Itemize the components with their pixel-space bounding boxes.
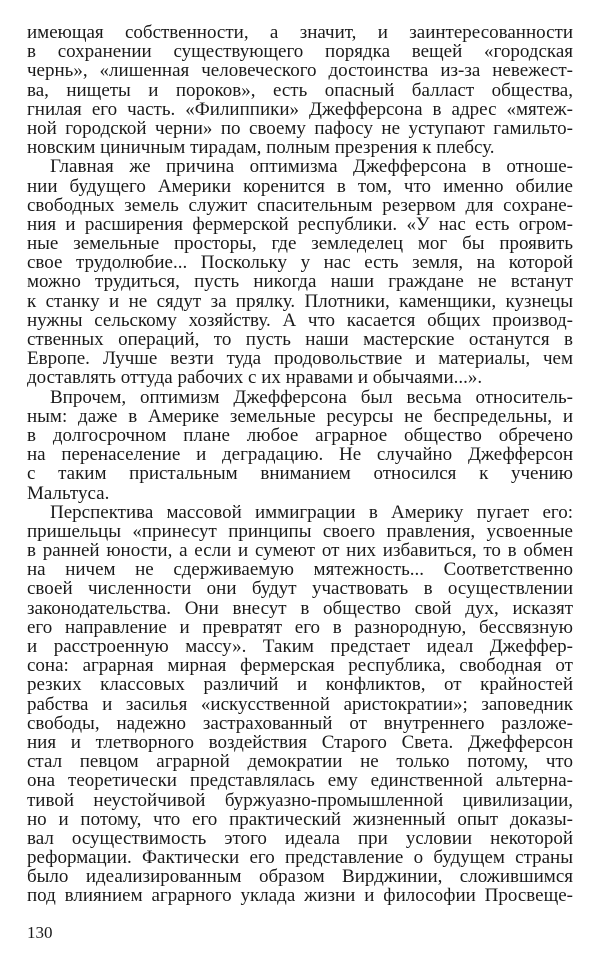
text-line: но и потому, что его практический жизненный опыт доказы- [27, 808, 573, 830]
text-line: тивой неустойчивой буржуазно-промышленной цивилизации, [27, 789, 573, 811]
text-line: Мальтуса. [27, 482, 110, 504]
text-line: можно трудиться, пусть никогда наши граждане не встанут [27, 271, 573, 293]
text-line: резких классовых различий и конфликтов, от крайностей [27, 674, 573, 696]
text-line: в сохранении существующего порядка вещей «городская [27, 41, 573, 63]
text-line: его направление и превратят его в разнородную, бессвязную [27, 616, 573, 638]
text-line: рабства и засилья «искусственной аристократии»; заповедник [27, 693, 573, 715]
paragraph [27, 388, 573, 503]
text-line: ственных операций, то пусть наши мастерские останутся в [27, 329, 573, 350]
text-line: в долгосрочном плане любое аграрное общество обречено [27, 424, 573, 446]
text-line: свое трудолюбие... Поскольку у нас есть земля, на которой [27, 252, 573, 274]
text-line: законодательства. Они внесут в общество свой дух, исказят [27, 597, 573, 619]
text-line: своей численности они будут участвовать в осуществлении [27, 578, 573, 600]
text-line: ным: даже в Америке земельные ресурсы не беспредельны, и [27, 405, 573, 427]
text-line: пришельцы «принесут принципы своего правления, усвоенные [27, 520, 573, 542]
paragraph [27, 157, 573, 387]
text-line: ные земельные просторы, где земледелец мог бы проявить [27, 233, 573, 255]
text-line: нии будущего Америки коренится в том, что именно обилие [27, 175, 573, 197]
text-line: ва, нищеты и пороков», есть опасный балласт общества, [27, 79, 573, 101]
text-line: под влиянием аграрного уклада жизни и философии Просвеще- [27, 885, 573, 907]
text-line: свободных земель служит спасительным резервом для сохране- [27, 194, 573, 216]
text-line: чернь», «лишенная человеческого достоинства из-за невежест- [27, 60, 573, 82]
text-line: ния и тлетворного воздействия Старого Света. Джефферсон [27, 731, 573, 753]
text-line: имеющая собственности, а значит, и заинтересованности [27, 22, 573, 43]
text-line: ния и расширения фермерской республики. «У нас есть огром- [27, 213, 573, 235]
text-line: было идеализированным образом Вирджинии, сложившимся [27, 866, 573, 888]
text-line: вал осуществимость этого идеала при условии некоторой [27, 827, 573, 849]
text-line: нужны сельскому хозяйству. А что касается общих производ- [27, 309, 573, 331]
text-line: Европе. Лучше везти туда продовольствие и материалы, чем [27, 348, 573, 370]
text-line: Главная же причина оптимизма Джефферсона в отноше- [50, 156, 573, 178]
text-line: и расстроенную массу». Таким предстает идеал Джеффер- [27, 636, 573, 657]
text-line: гнилая его часть. «Филиппики» Джефферсона в адрес «мятеж- [27, 98, 573, 120]
text-line: реформации. Фактически его представление о будущем страны [27, 847, 573, 869]
text-line: на перенаселение и деградацию. Не случайно Джефферсон [27, 444, 573, 466]
text-line: сона: аграрная мирная фермерская республика, свободная от [27, 655, 573, 677]
text-line: доставлять оттуда рабочих с их нравами и обычаями...». [27, 367, 483, 389]
paragraph [27, 23, 573, 157]
text-line: стал певцом аграрной демократии не только потому, что [27, 751, 573, 773]
text-line: она теоретически представлялась ему единственной альтерна- [27, 770, 573, 792]
paragraph [27, 503, 573, 906]
text-line: новским циничным тирадам, полным презрения к плебсу. [27, 137, 495, 159]
page-body-text [27, 23, 573, 906]
text-line: к станку и не сядут за прялку. Плотники, каменщики, кузнецы [27, 290, 573, 312]
text-line: свободы, надежно застрахованный от внутреннего разложе- [27, 712, 573, 734]
text-line: Впрочем, оптимизм Джефферсона был весьма относитель- [50, 386, 573, 408]
text-line: ной городской черни» по своему пафосу не уступают гамильто- [27, 117, 573, 139]
text-line: на ничем не сдерживаемую мятежность... Соответственно [27, 559, 573, 581]
page-number: 130 [27, 923, 53, 942]
text-line: Перспектива массовой иммиграции в Америку пугает его: [50, 501, 573, 523]
text-line: с таким пристальным вниманием относился к учению [27, 463, 573, 485]
text-line: в ранней юности, а если и сумеют от них избавиться, то в обмен [27, 540, 573, 562]
